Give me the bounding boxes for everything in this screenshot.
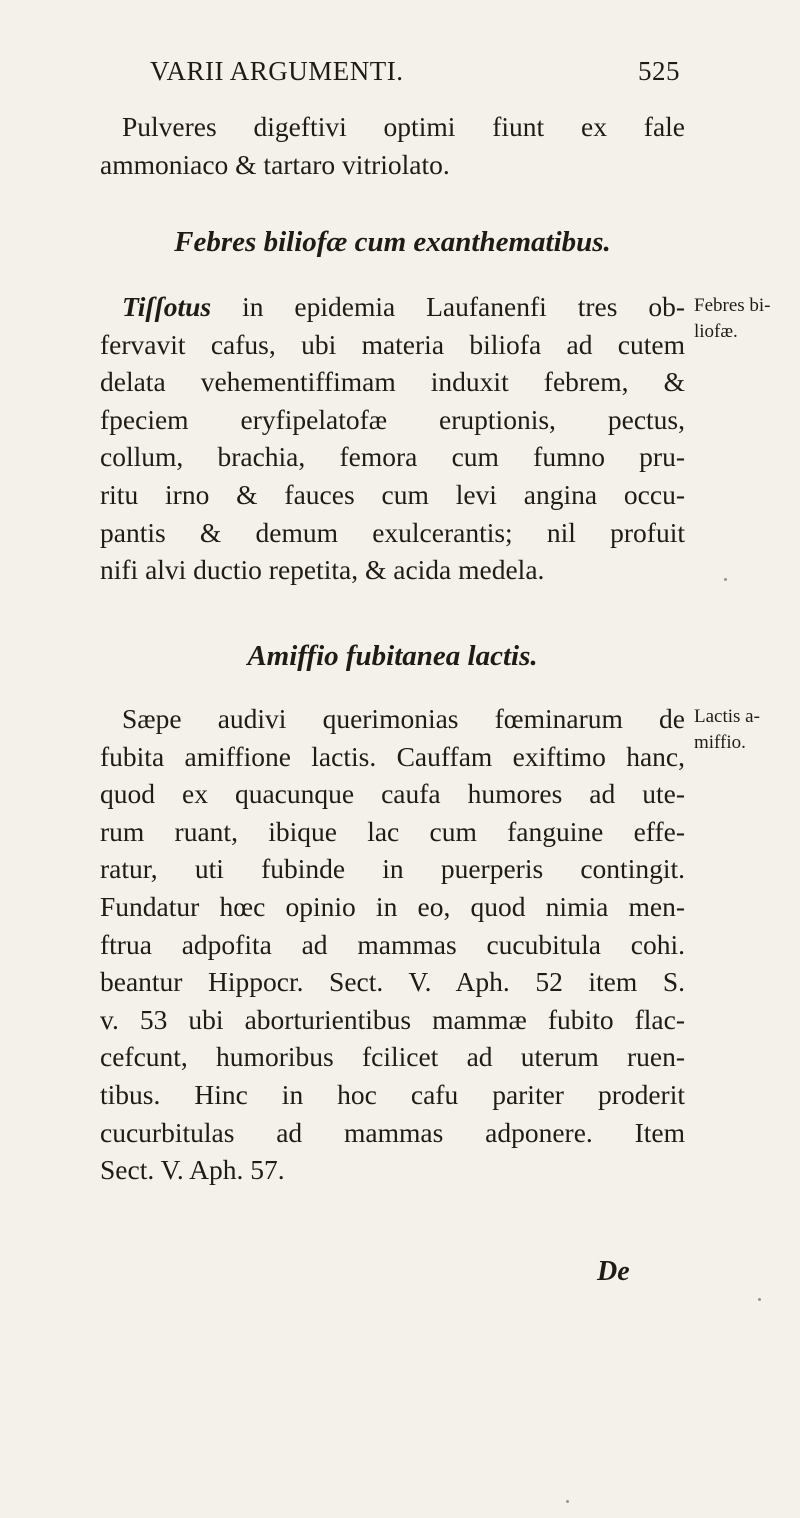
text-line: pantis & demum exulcerantis; nil profuit [100, 516, 685, 548]
text-line: ritu irno & fauces cum levi angina occu- [100, 478, 685, 510]
paper-speck [758, 1298, 761, 1301]
running-head-title: VARII ARGUMENTI. [150, 56, 404, 86]
text-line: fervavit cafus, ubi materia biliofa ad cutem [100, 328, 685, 360]
text-line: fpeciem eryfipelatofæ eruptionis, pectus, [100, 403, 685, 435]
text-line: ammoniaco & tartaro vitriolato. [100, 148, 450, 180]
text-line: Sect. V. Aph. 57. [100, 1154, 285, 1186]
paragraph-saepe [100, 700, 685, 1189]
margin-note-line: miffio. [694, 732, 746, 753]
text-line [100, 288, 685, 326]
text-line: collum, brachia, femora cum fumno pru- [100, 441, 685, 473]
text-line: v. 53 ubi aborturientibus mammæ fubito flac- [100, 1003, 685, 1035]
section-heading-febres: Febres biliofæ cum exanthematibus. [174, 226, 611, 258]
margin-note-febres [694, 293, 794, 345]
margin-note-line: Febres bi- [694, 295, 771, 316]
text-line: ratur, uti fubinde in puerperis contingit. [100, 853, 685, 885]
text-line: delata vehementiffimam induxit febrem, & [100, 366, 685, 398]
paper-speck [724, 578, 727, 581]
text-line: Pulveres digeftivi optimi fiunt ex fale [122, 111, 685, 142]
margin-note-line: liofæ. [694, 321, 738, 342]
margin-note-line: Lactis a- [694, 706, 760, 727]
catchword: De [597, 1256, 630, 1287]
text-line: ftrua adpofita ad mammas cucubitula cohi. [100, 928, 685, 960]
text-line: Sæpe audivi querimonias fœminarum de [122, 703, 685, 734]
section-heading-amissio: Amiffio fubitanea lactis. [247, 640, 538, 672]
text-line: Fundatur hœc opinio in eo, quod nimia men- [100, 890, 685, 922]
author-name: Tiſſotus [122, 291, 212, 322]
text-line: cefcunt, humoribus fcilicet ad uterum ruen- [100, 1041, 685, 1073]
text-line: rum ruant, ibique lac cum fanguine effe- [100, 815, 685, 847]
margin-note-lactis [694, 704, 794, 756]
page-number: 525 [638, 56, 680, 86]
text-line: fubita amiffione lactis. Cauffam exiftimo hanc, [100, 740, 685, 772]
paragraph-tissotus [100, 288, 685, 589]
text-line: beantur Hippocr. Sect. V. Aph. 52 item S. [100, 966, 685, 998]
paper-speck [566, 1500, 569, 1503]
text-line-rest: in epidemia Laufanenfi tres ob- [242, 291, 686, 322]
text-line: quod ex quacunque caufa humores ad ute- [100, 778, 685, 810]
text-line: tibus. Hinc in hoc cafu pariter proderit [100, 1078, 685, 1110]
text-line: nifi alvi ductio repetita, & acida medela. [100, 554, 545, 586]
text-line: cucurbitulas ad mammas adponere. Item [100, 1116, 685, 1148]
paragraph-pulveres [100, 108, 685, 183]
